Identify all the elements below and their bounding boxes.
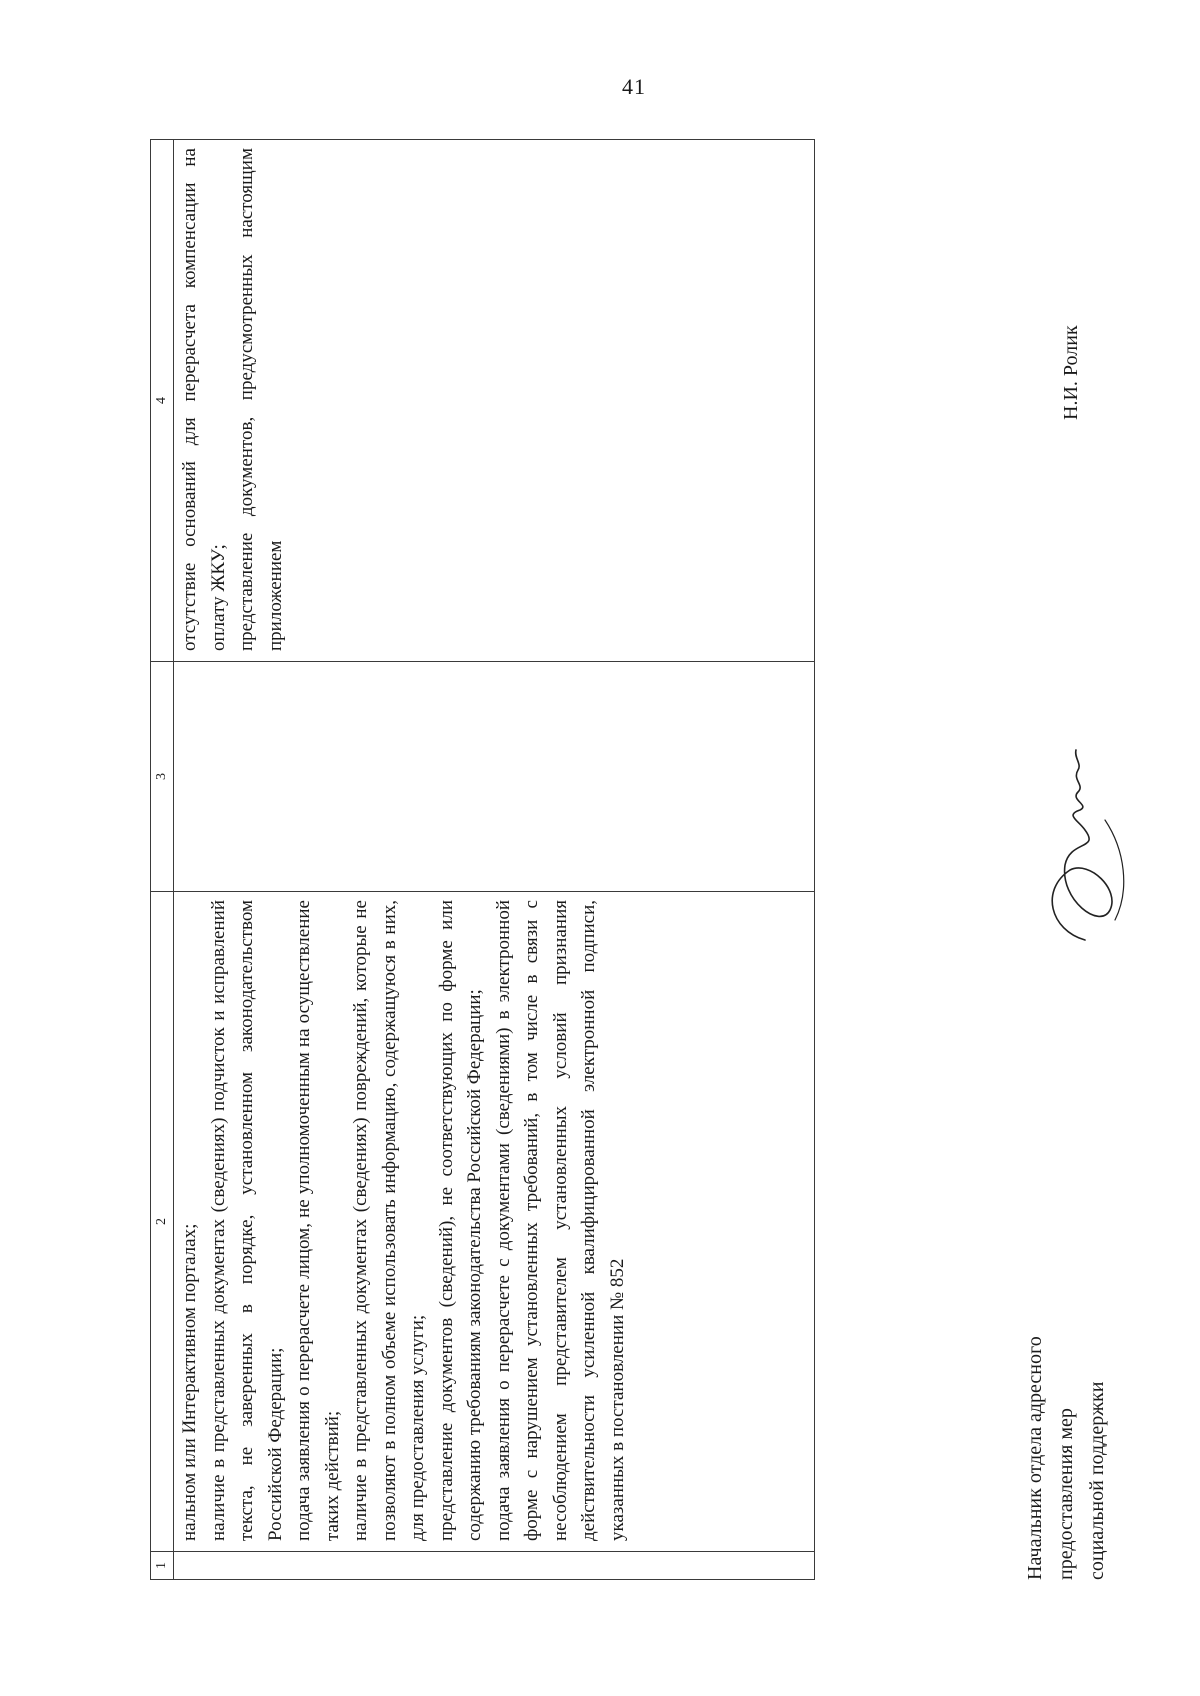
rotated-content [150, 130, 1200, 1580]
header-col-3: 3 [151, 662, 174, 892]
grounds-item: представление документов (сведений), не соответствующих по форме или содержанию требованиям законодательства Российской Федерации; [435, 900, 485, 1541]
refusal-item: представление документов, предусмотренных настоящим приложением [236, 148, 286, 651]
cell-col-4 [174, 140, 815, 662]
grounds-item: наличие в представленных документах (сведениях) повреждений, которые не позволяют в полном объеме использовать информацию, содержащуюся в них, для предоставления услуги; [350, 900, 428, 1541]
table-row [174, 140, 815, 1580]
signatory-name: Н.И. Ролик [1060, 325, 1082, 420]
cell-col-2 [174, 892, 815, 1552]
signatory-title-line: предоставления мер [1055, 1408, 1077, 1580]
cell-col-1 [174, 1552, 815, 1580]
handwritten-signature-icon [1030, 740, 1140, 960]
header-col-2: 2 [151, 892, 174, 1552]
grounds-item: подача заявления о перерасчете лицом, не уполномоченным на осуществление таких действий; [293, 900, 343, 1541]
signatory-title-line: социальной поддержки [1086, 1381, 1108, 1580]
header-col-1: 1 [151, 1552, 174, 1580]
refusal-item: отсутствие оснований для перерасчета компенсации на оплату ЖКУ; [179, 148, 229, 651]
header-col-4: 4 [151, 140, 174, 662]
grounds-item: подача заявления о перерасчете с документами (сведениями) в электронной форме с нарушением установленных требований, в том числе в связи с несоблюдением представителем установленных условий признания действительности усиленной квалифицированной электронной подписи, указанных в постановлении № 852 [492, 900, 628, 1541]
signatory-title-line: Начальник отдела адресного [1024, 1336, 1046, 1580]
cell-col-3 [174, 662, 815, 892]
main-table [150, 139, 815, 1580]
grounds-item: нальном или Интерактивном порталах; [179, 1223, 200, 1541]
header-row [151, 140, 174, 1580]
signatory-title [1020, 1336, 1113, 1580]
page-number: 41 [622, 74, 646, 99]
grounds-item: наличие в представленных документах (сведениях) подчисток и исправлений текста, не заверенных в порядке, установленном законодательством Российской Федерации; [207, 900, 286, 1541]
